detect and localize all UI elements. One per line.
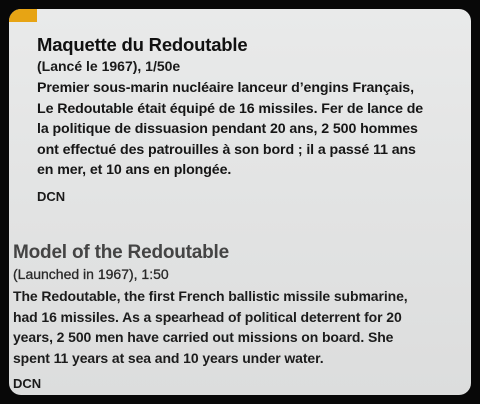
english-subtitle: (Launched in 1967), 1:50 (13, 266, 169, 282)
english-section (13, 242, 471, 392)
french-section (37, 34, 471, 205)
museum-placard (9, 9, 471, 395)
french-title: Maquette du Redoutable (37, 34, 248, 55)
english-title: Model of the Redoutable (13, 242, 230, 263)
french-body: Premier sous-marin nucléaire lanceur d’engins Français, Le Redoutable était équipé de 16 missiles. Fer de lance de la politique de dissuasion pendant 20 ans, 2 500 hommes ont effectué des patrouilles à son bord ; il a passé 11 ans en mer, et 10 ans en plongée. (37, 80, 424, 178)
accent-tab (9, 9, 37, 22)
english-body: The Redoutable, the first French ballistic missile submarine, had 16 missiles. As a spearhead of political deterrent for 20 years, 2 500 men have carried out missions on board. She spent 11 years at sea and 10 years under water. (13, 288, 408, 366)
french-subtitle: (Lancé le 1967), 1/50e (37, 58, 181, 74)
french-credit: DCN (37, 188, 66, 204)
english-credit: DCN (13, 376, 42, 391)
